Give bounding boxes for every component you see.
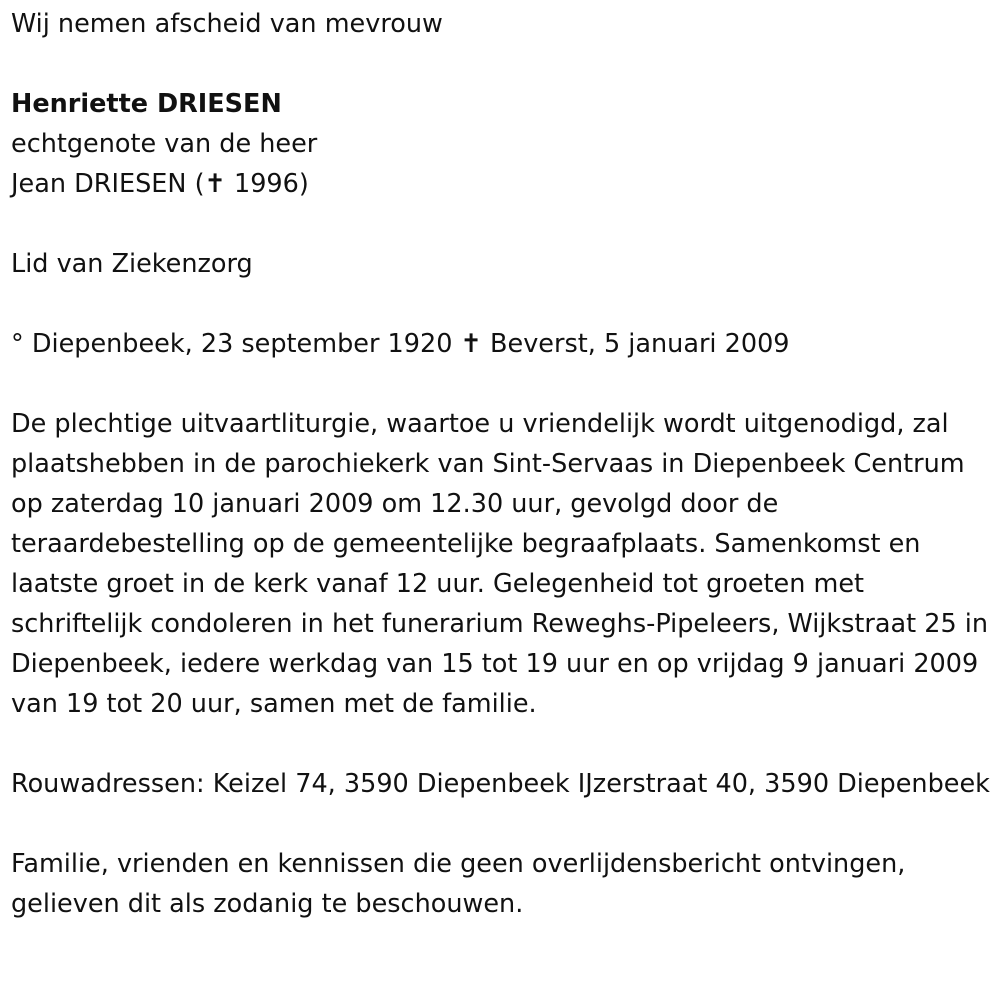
spacer (11, 204, 996, 244)
spacer (11, 44, 996, 84)
spouse-line-1: echtgenote van de heer (11, 129, 318, 159)
spacer (11, 804, 996, 844)
spouse-line-2: Jean DRIESEN (✝ 1996) (11, 169, 309, 199)
obituary-document (11, 4, 996, 924)
addresses-paragraph: Rouwadressen: Keizel 74, 3590 Diepenbeek IJzerstraat 40, 3590 Diepenbeek (11, 769, 990, 799)
funeral-paragraph: De plechtige uitvaartliturgie, waartoe u vriendelijk wordt uitgenodigd, zal plaatshebben in de parochiekerk van Sint-Servaas in Diepenbeek Centrum op zaterdag 10 januari 2009 om 12.30 uur, gevolgd door de teraardebestelling op de gemeentelijke begraafplaats. Samenkomst en laatste groet in de kerk vanaf 12 uur. Gelegenheid tot groeten met schriftelijk condoleren in het funerarium Reweghs-Pipeleers, Wijkstraat 25 in Diepenbeek, iedere werkdag van 15 tot 19 uur en op vrijdag 9 januari 2009 van 19 tot 20 uur, samen met de familie. (11, 409, 989, 719)
spacer (11, 284, 996, 324)
closing-paragraph: Familie, vrienden en kennissen die geen overlijdensbericht ontvingen, gelieven dit als zodanig te beschouwen. (11, 849, 906, 919)
membership-line: Lid van Ziekenzorg (11, 249, 253, 279)
spacer (11, 724, 996, 764)
birth-death-line: ° Diepenbeek, 23 september 1920 ✝ Beverst, 5 januari 2009 (11, 329, 790, 359)
deceased-name: Henriette DRIESEN (11, 89, 282, 119)
spacer (11, 364, 996, 404)
intro-line: Wij nemen afscheid van mevrouw (11, 9, 443, 39)
